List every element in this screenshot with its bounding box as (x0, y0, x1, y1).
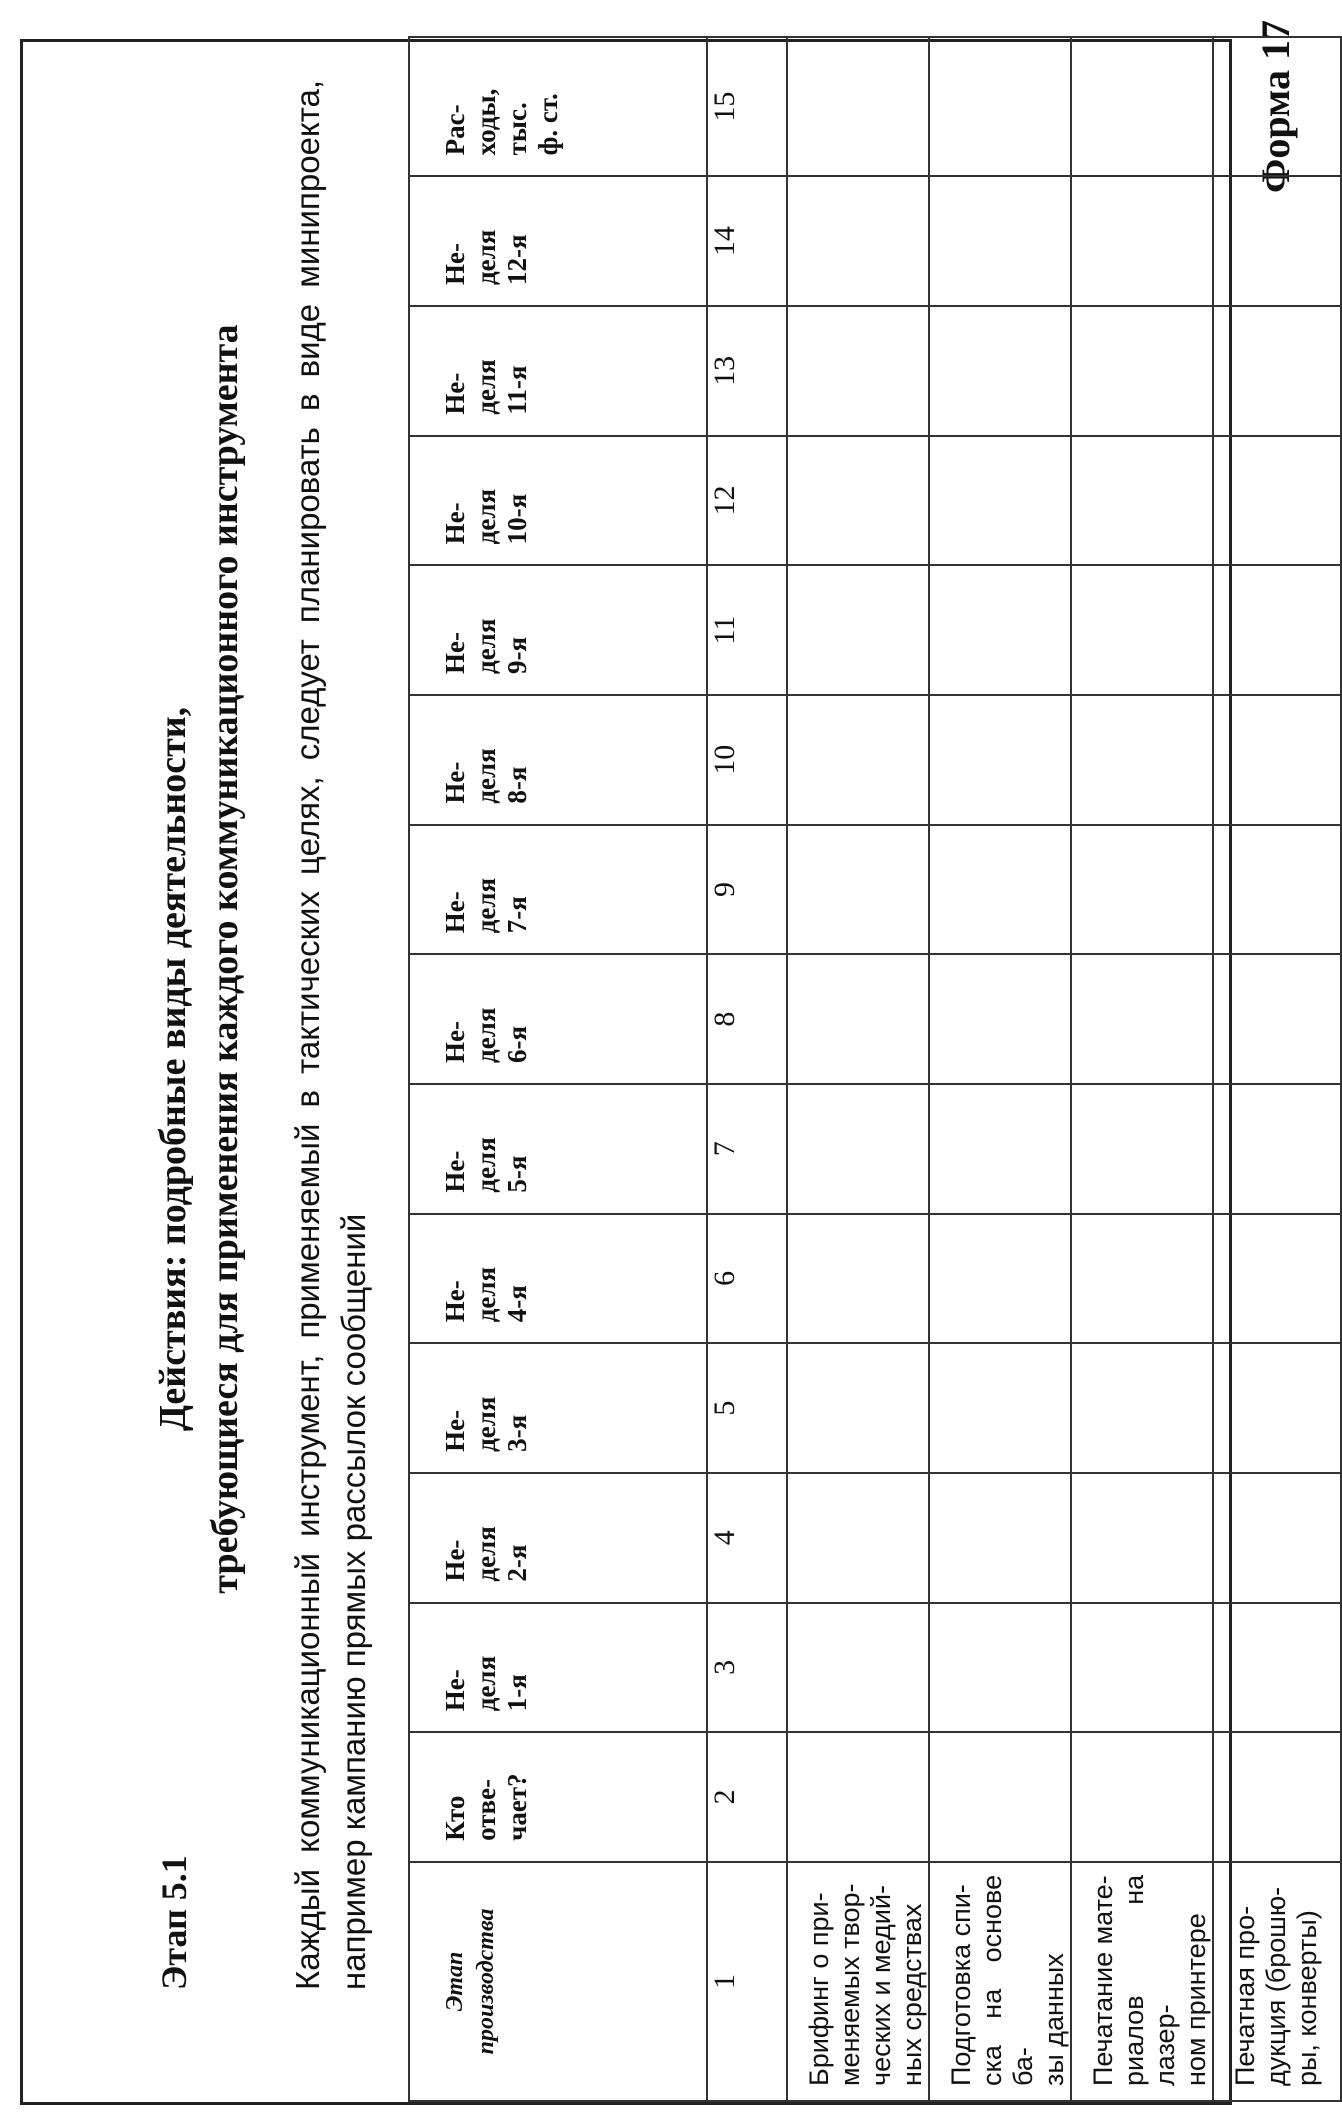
table-cell-empty[interactable] (1213, 695, 1341, 825)
column-header-line: Не- (440, 891, 470, 934)
title-line-1: Действия: подробные виды деятельности, (152, 706, 194, 1432)
table-cell-empty[interactable] (1071, 37, 1213, 176)
table-cell-empty[interactable] (787, 825, 929, 955)
table-cell-empty[interactable] (787, 37, 929, 176)
table-cell-empty[interactable] (787, 1084, 929, 1214)
row-label-line: ска на основе ба- (977, 1874, 1038, 2086)
column-header-line: отве- (471, 1778, 501, 1841)
table-cell-empty[interactable] (929, 1214, 1071, 1344)
column-header (409, 37, 707, 176)
column-header-line: деля (471, 488, 501, 545)
column-header-line: 1-я (502, 1674, 532, 1712)
column-header-line: 2-я (502, 1544, 532, 1582)
table-cell-empty[interactable] (787, 1732, 929, 1862)
column-header-line: Не- (440, 1669, 470, 1712)
column-header-line: деля (471, 618, 501, 674)
table-cell-empty[interactable] (1213, 565, 1341, 695)
column-header-line: деля (471, 1137, 501, 1193)
table-cell-empty[interactable] (929, 306, 1071, 436)
column-header-line: 12-я (502, 234, 532, 285)
table-cell-empty[interactable] (1071, 1603, 1213, 1733)
table-cell-empty[interactable] (1213, 37, 1341, 176)
row-label-line: ном принтере (1181, 1913, 1211, 2086)
table-cell-empty[interactable] (787, 306, 929, 436)
column-number: 5 (707, 1343, 787, 1473)
column-header-line: Не- (440, 631, 470, 674)
row-label-line: зы данных (1039, 1953, 1069, 2086)
table-cell-empty[interactable] (787, 1603, 929, 1733)
column-header-line: ф. ст. (533, 93, 563, 156)
table-cell-empty[interactable] (1213, 1343, 1341, 1473)
column-number: 1 (707, 1862, 787, 2101)
column-header-line: ходы, (471, 88, 501, 156)
table-cell-empty[interactable] (1213, 954, 1341, 1084)
table-cell-empty[interactable] (1071, 1214, 1213, 1344)
table-cell-empty[interactable] (1071, 1084, 1213, 1214)
column-header (409, 436, 707, 566)
table-cell-empty[interactable] (929, 695, 1071, 825)
table-cell-empty[interactable] (787, 436, 929, 566)
table-cell-empty[interactable] (787, 1214, 929, 1344)
stage-label: Этап 5.1 (154, 1855, 194, 1990)
table-cell-empty[interactable] (1071, 1732, 1213, 1862)
row-label (787, 1862, 929, 2101)
column-number: 6 (707, 1214, 787, 1344)
column-header-line: 10-я (502, 493, 532, 545)
table-cell-empty[interactable] (1213, 1214, 1341, 1344)
column-header-line: тыс. (502, 102, 532, 156)
column-number: 7 (707, 1084, 787, 1214)
column-number: 12 (707, 436, 787, 566)
column-header-line: 7-я (502, 896, 532, 934)
column-header-line: Рас- (440, 104, 470, 156)
row-label-line: Печатание мате- (1088, 1875, 1118, 2086)
table-cell-empty[interactable] (1213, 1732, 1341, 1862)
table-cell-empty[interactable] (929, 436, 1071, 566)
table-cell-empty[interactable] (787, 1473, 929, 1603)
table-cell-empty[interactable] (1071, 436, 1213, 566)
column-number: 2 (707, 1732, 787, 1862)
header-row (409, 37, 707, 2101)
table-cell-empty[interactable] (1071, 954, 1213, 1084)
table-cell-empty[interactable] (929, 1732, 1071, 1862)
column-header (409, 176, 707, 306)
table-cell-empty[interactable] (1213, 306, 1341, 436)
form-number: Форма 17 (1253, 20, 1298, 193)
table-cell-empty[interactable] (1071, 565, 1213, 695)
table-cell-empty[interactable] (929, 1343, 1071, 1473)
column-number: 8 (707, 954, 787, 1084)
column-header (409, 1084, 707, 1214)
column-header (409, 306, 707, 436)
column-header-line: Не- (440, 1020, 470, 1063)
table-row (929, 37, 1071, 2101)
column-number-row (707, 37, 787, 2101)
column-header-line: Не- (440, 243, 470, 285)
column-header-line: 9-я (502, 636, 532, 674)
row-label-line: Брифинг о при- (804, 1892, 834, 2086)
column-number: 14 (707, 176, 787, 306)
column-number: 9 (707, 825, 787, 955)
column-header-line: деля (471, 1007, 501, 1063)
table-cell-empty[interactable] (1071, 176, 1213, 306)
column-header-line: 5-я (502, 1155, 532, 1193)
column-header (409, 1214, 707, 1344)
column-header-line: деля (471, 1266, 501, 1323)
row-label (1213, 1862, 1341, 2101)
table-cell-empty[interactable] (1213, 1473, 1341, 1603)
table-cell-empty[interactable] (1213, 1603, 1341, 1733)
column-header-line: деля (471, 748, 501, 804)
table-cell-empty[interactable] (787, 176, 929, 306)
table-row (1071, 37, 1213, 2101)
column-header (409, 1732, 707, 1862)
column-header-line: 8-я (502, 766, 532, 804)
column-header-line: Не- (440, 372, 470, 415)
column-number: 3 (707, 1603, 787, 1733)
row-label-line: Подготовка спи- (946, 1884, 976, 2086)
table-row (1213, 37, 1341, 2101)
column-header-line: производства (473, 1908, 499, 2055)
column-header-line: 6-я (502, 1025, 532, 1063)
table-cell-empty[interactable] (1071, 825, 1213, 955)
table-cell-empty[interactable] (1071, 1343, 1213, 1473)
column-header (409, 565, 707, 695)
table-cell-empty[interactable] (787, 695, 929, 825)
column-header-line: деля (471, 877, 501, 934)
column-header (409, 1473, 707, 1603)
column-header-line: 4-я (502, 1285, 532, 1323)
row-label-line: ческих и медий- (866, 1885, 896, 2086)
column-number: 10 (707, 695, 787, 825)
column-header (409, 825, 707, 955)
column-header-line: Не- (440, 1539, 470, 1582)
table-row (787, 37, 929, 2101)
table-cell-empty[interactable] (1213, 1084, 1341, 1214)
table-cell-empty[interactable] (1071, 695, 1213, 825)
activity-table (408, 36, 1342, 2102)
column-header-line: деля (471, 359, 501, 415)
column-header-line: деля (471, 1526, 501, 1582)
table-cell-empty[interactable] (787, 1343, 929, 1473)
table-cell-empty[interactable] (787, 565, 929, 695)
row-label (1071, 1862, 1213, 2101)
column-header-line: Не- (440, 1409, 470, 1452)
column-header-line: чает? (502, 1773, 532, 1841)
row-label-line: меняемых твор- (835, 1883, 865, 2086)
table-cell-empty[interactable] (929, 37, 1071, 176)
table-cell-empty[interactable] (1213, 825, 1341, 955)
column-header-line: Кто (440, 1795, 470, 1841)
column-header-line: Не- (440, 761, 470, 804)
column-header-line: Не- (440, 1280, 470, 1323)
column-header-line: Не- (440, 1150, 470, 1193)
table-cell-empty[interactable] (1213, 436, 1341, 566)
table-cell-empty[interactable] (929, 176, 1071, 306)
table-cell-empty[interactable] (929, 1603, 1071, 1733)
table-cell-empty[interactable] (1071, 306, 1213, 436)
table-cell-empty[interactable] (1071, 1473, 1213, 1603)
column-header-line: деля (471, 229, 501, 285)
row-label-line: ры, конверты) (1292, 1910, 1322, 2086)
table-cell-empty[interactable] (929, 825, 1071, 955)
row-label (929, 1862, 1071, 2101)
row-label-line: ных средствах (897, 1903, 927, 2086)
column-header-line: 3-я (502, 1414, 532, 1452)
column-number: 11 (707, 565, 787, 695)
column-number: 4 (707, 1473, 787, 1603)
table-cell-empty[interactable] (929, 1473, 1071, 1603)
column-header-line: Этап (442, 1951, 468, 2012)
row-label-line: риалов на лазер- (1119, 1874, 1180, 2086)
intro-text: Каждый коммуникационный инструмент, применяемый в тактических целях, следует планировать в виде минипроекта, например кампанию прямых рассылок сообщений (289, 80, 372, 1990)
column-header-line: деля (471, 1655, 501, 1712)
column-header-line: Не- (440, 502, 470, 545)
column-header (409, 954, 707, 1084)
column-header (409, 1862, 707, 2101)
row-label-line: дукция (брошю- (1261, 1886, 1291, 2086)
table-cell-empty[interactable] (929, 565, 1071, 695)
title-line-2: требующиеся для применения каждого коммуникационного инструмента (204, 324, 246, 1594)
table-cell-empty[interactable] (929, 954, 1071, 1084)
table-cell-empty[interactable] (787, 954, 929, 1084)
column-header (409, 1603, 707, 1733)
table-cell-empty[interactable] (1213, 176, 1341, 306)
column-header (409, 695, 707, 825)
table-cell-empty[interactable] (929, 1084, 1071, 1214)
column-header-line: 11-я (502, 365, 532, 415)
column-number: 15 (707, 37, 787, 176)
row-label-line: Печатная про- (1230, 1905, 1260, 2086)
column-header (409, 1343, 707, 1473)
column-header-line: деля (471, 1396, 501, 1452)
column-number: 13 (707, 306, 787, 436)
